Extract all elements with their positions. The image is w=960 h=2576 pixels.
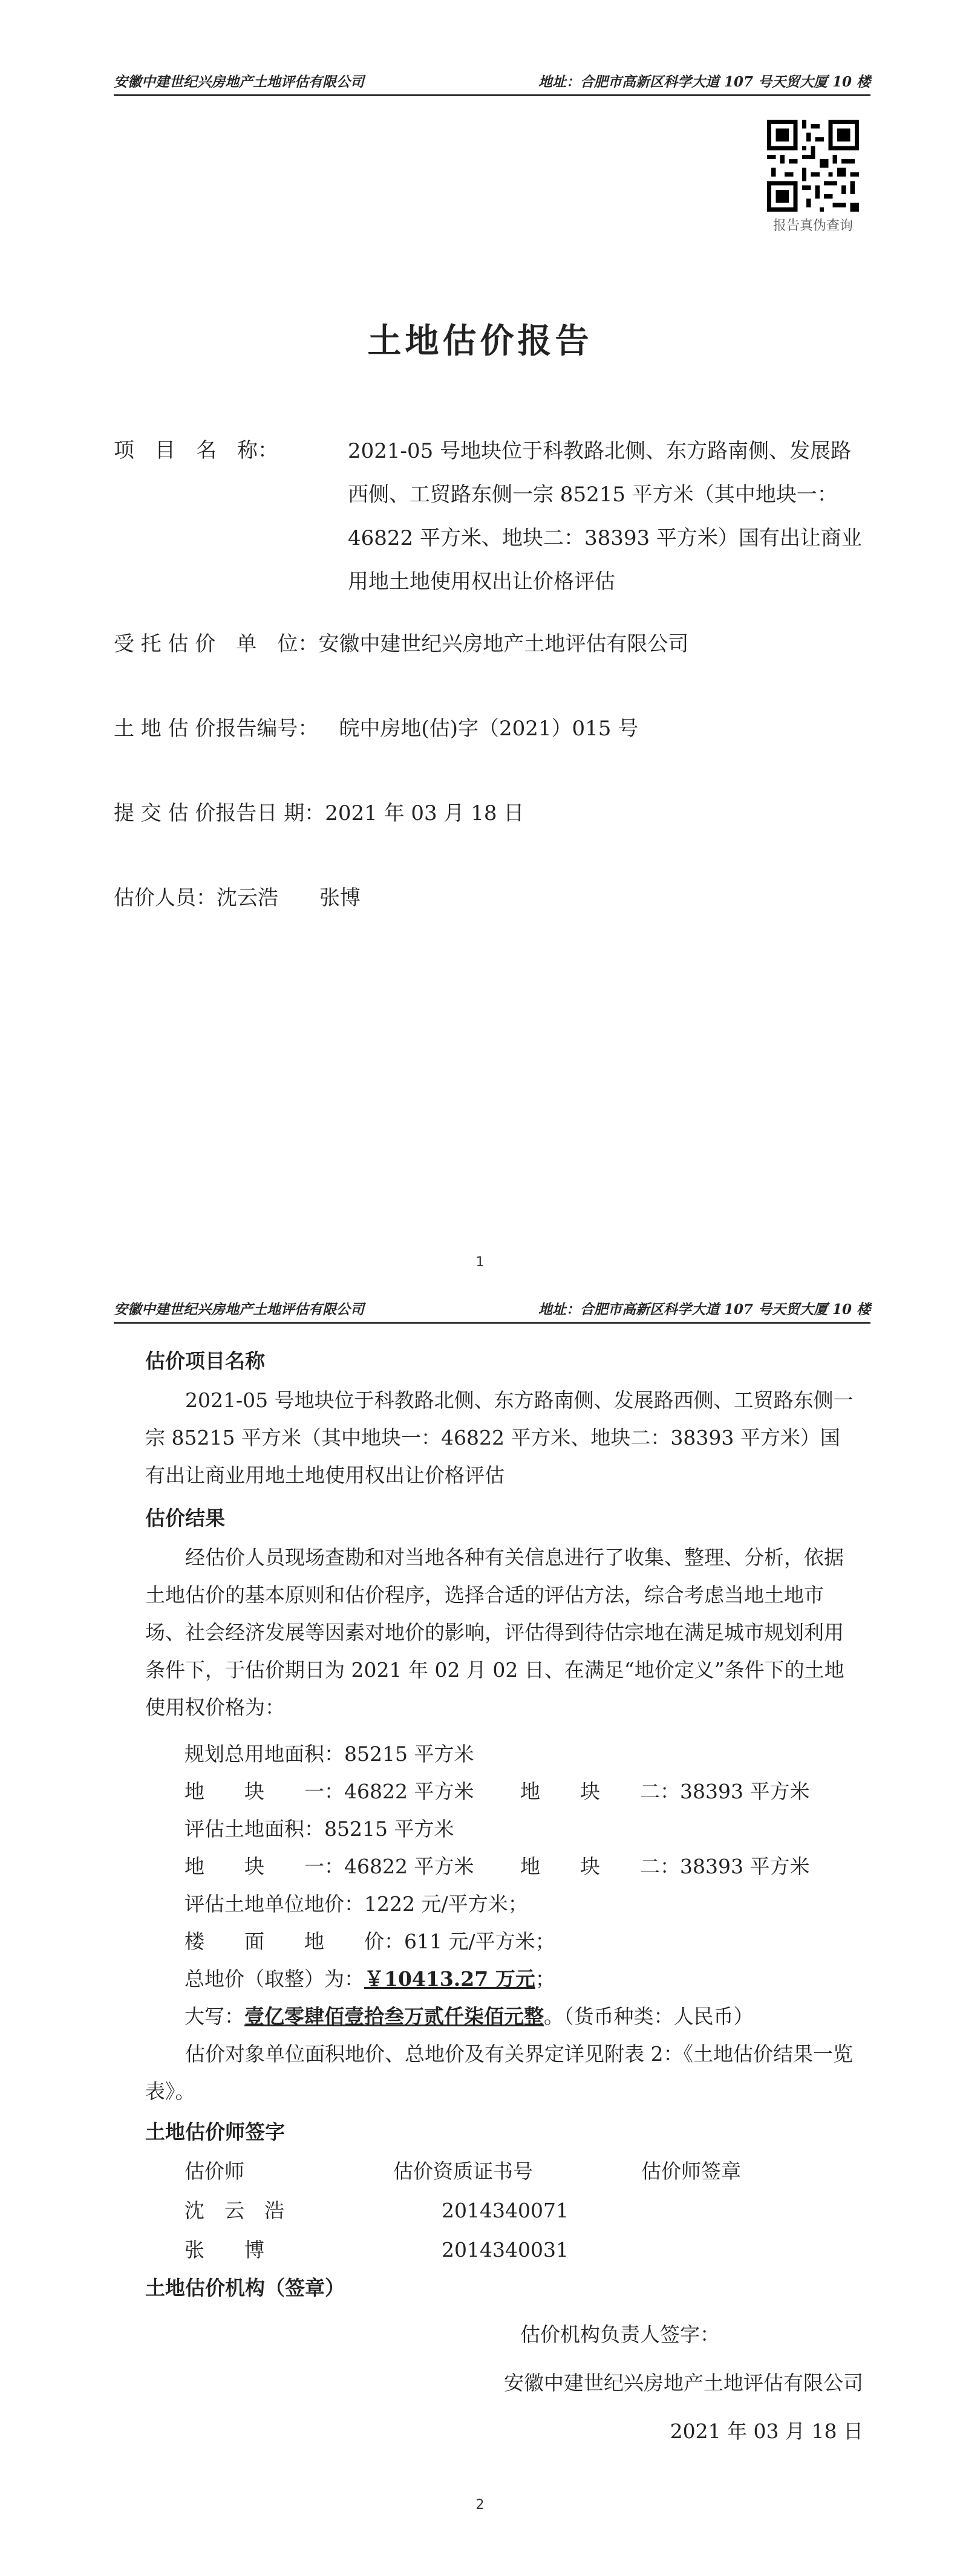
appraisers-row [114, 877, 361, 919]
planned-block-2: 地 块 二：38393 平方米 [520, 1780, 810, 1803]
sign-header-cert: 估价资质证书号 [393, 2159, 533, 2183]
section-heading-project: 估价项目名称 [145, 1349, 265, 1373]
sign-header-appraiser: 估价师 [184, 2159, 244, 2183]
page-1 [0, 0, 960, 1276]
sign-header-seal: 估价师签章 [641, 2159, 741, 2183]
total-price-value: ￥10413.27 万元 [364, 1967, 535, 1991]
agency-name: 安徽中建世纪兴房地产土地评估有限公司 [504, 2371, 863, 2395]
page-number: 1 [475, 1255, 485, 1270]
section-heading-result: 估价结果 [145, 1506, 225, 1530]
planned-area: 规划总用地面积：85215 平方米 [184, 1742, 474, 1766]
project-name-label: 项 目 名 称： [114, 438, 278, 463]
appraisers-value: 沈云浩 张博 [217, 886, 361, 910]
floor-price: 楼 面 地 价：611 元/平方米； [184, 1930, 555, 1953]
total-price-label: 总地价（取整）为： [184, 1967, 364, 1991]
project-name-value: 2021-05 号地块位于科教路北侧、东方路南侧、发展路西侧、工贸路东侧一宗 85215 平方米（其中地块一：46822 平方米、地块二：38393 平方米）国有出让商业用地土地使用权出让价格评估 [348, 439, 862, 594]
client-value: 安徽中建世纪兴房地产土地评估有限公司 [318, 632, 689, 656]
appraiser-name: 沈 云 浩 [184, 2199, 284, 2222]
report-number-label: 土 地 估 价报告编号： [114, 717, 319, 741]
page-header [114, 67, 870, 96]
submit-date-label: 提 交 估 价报告日 期： [114, 801, 325, 825]
capital-row: 大写：壹亿零肆佰壹拾叁万贰仟柒佰元整。（货币种类：人民币） [184, 2005, 754, 2028]
page-2 [0, 1276, 960, 2576]
eval-block-2: 地 块 二：38393 平方米 [520, 1855, 810, 1878]
client-label: 受 托 估 价 单 位： [114, 632, 319, 656]
capital-value: 壹亿零肆佰壹拾叁万贰仟柒佰元整 [244, 2005, 544, 2028]
submit-date-row [114, 792, 524, 834]
unit-price: 评估土地单位地价：1222 元/平方米； [184, 1892, 528, 1916]
client-row [114, 623, 688, 665]
result-text: 经估价人员现场查勘和对当地各种有关信息进行了收集、整理、分析，依据土地估价的基本原则和估价程序，选择合适的评估方法，综合考虑当地土地市场、社会经济发展等因素对地价的影响，评估得到待估宗地在满足城市规划利用条件下，于估价期日为 2021 年 02 月 02 日、在满足“地价定义”条件下的土地使用权价格为： [145, 1546, 844, 1719]
planned-block-1: 地 块 一：46822 平方米 [184, 1780, 474, 1803]
report-title: 土地估价报告 [367, 322, 593, 361]
header-company: 安徽中建世纪兴房地产土地评估有限公司 [114, 1301, 364, 1318]
qr-code-icon[interactable] [767, 120, 859, 212]
capital-label: 大写： [184, 2005, 244, 2028]
header-address: 地址：合肥市高新区科学大道 107 号天贸大厦 10 楼 [538, 74, 870, 90]
total-price-row: 总地价（取整）为：￥10413.27 万元； [184, 1967, 555, 1991]
project-text: 2021-05 号地块位于科教路北侧、东方路南侧、发展路西侧、工贸路东侧一宗 85215 平方米（其中地块一：46822 平方米、地块二：38393 平方米）国有出让商业用地土地使用权出让价格评估 [145, 1388, 854, 1487]
header-company: 安徽中建世纪兴房地产土地评估有限公司 [114, 74, 364, 90]
header-address: 地址：合肥市高新区科学大道 107 号天贸大厦 10 楼 [538, 1301, 870, 1318]
submit-date-value: 2021 年 03 月 18 日 [325, 801, 524, 825]
eval-area: 评估土地面积：85215 平方米 [184, 1817, 454, 1841]
qr-caption: 报告真伪查询 [772, 218, 853, 233]
agency-date: 2021 年 03 月 18 日 [670, 2419, 863, 2443]
appraiser-cert: 2014340031 [442, 2238, 569, 2262]
note-text: 估价对象单位面积地价、总地价及有关界定详见附表 2：《土地估价结果一览表》。 [145, 2042, 853, 2103]
appraisers-label: 估价人员： [114, 886, 217, 910]
eval-block-1: 地 块 一：46822 平方米 [184, 1855, 474, 1878]
section-heading-agency: 土地估价机构（签章） [145, 2276, 345, 2300]
appraiser-cert: 2014340071 [442, 2199, 569, 2222]
section-heading-sign: 土地估价师签字 [145, 2120, 285, 2144]
appraiser-name: 张 博 [184, 2238, 264, 2262]
report-number-value: 皖中房地(估)字（2021）015 号 [339, 717, 639, 741]
page-header [114, 1294, 870, 1324]
page-number: 2 [475, 2497, 485, 2513]
agency-rep-label: 估价机构负责人签字： [520, 2323, 720, 2346]
report-number-row [114, 707, 638, 750]
